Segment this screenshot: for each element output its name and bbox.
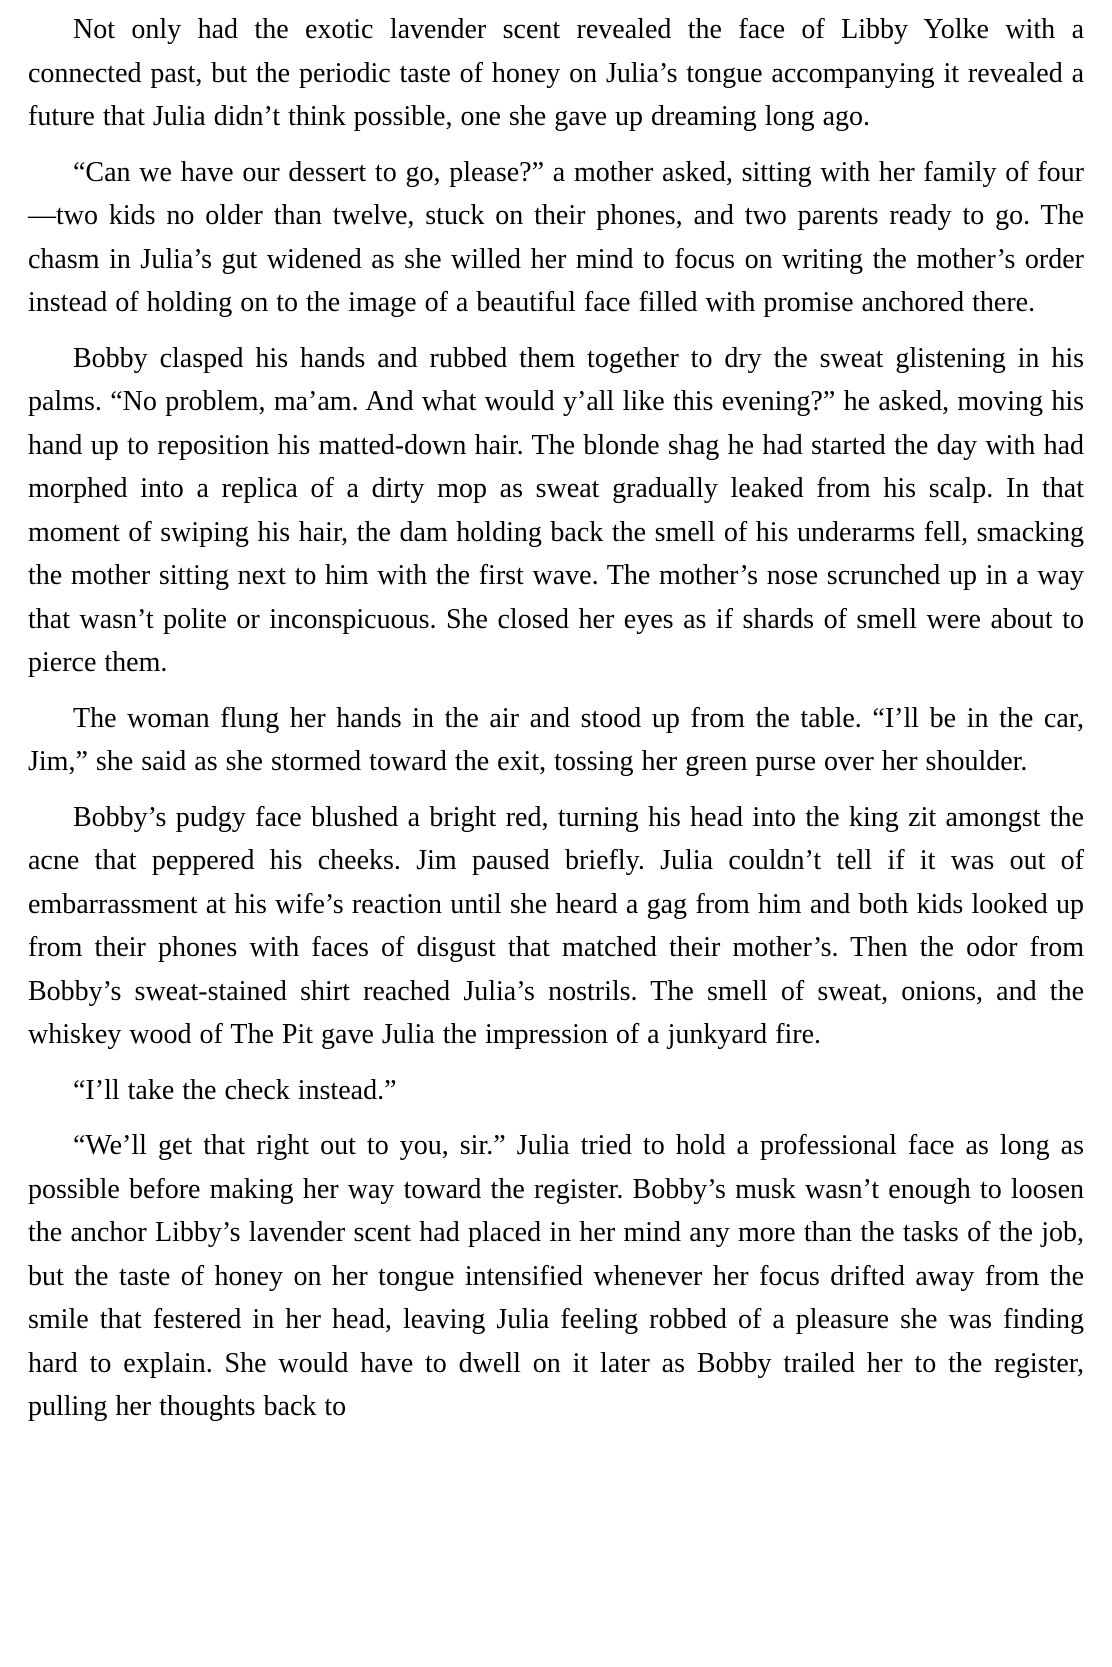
paragraph: Bobby clasped his hands and rubbed them together to dry the sweat glistening in his palms. “No problem, ma’am. And what would y’all like this evening?” he asked, moving his hand up to reposition his matted-down hair. The blonde shag he had started the day with had morphed into a replica of a dirty mop as sweat gradually leaked from his scalp. In that moment of swiping his hair, the dam holding back the smell of his underarms fell, smacking the mother sitting next to him with the first wave. The mother’s nose scrunched up in a way that wasn’t polite or inconspicuous. She closed her eyes as if shards of smell were about to pierce them. (28, 342, 1084, 678)
paragraph: Bobby’s pudgy face blushed a bright red, turning his head into the king zit amongst the acne that peppered his cheeks. Jim paused briefly. Julia couldn’t tell if it was out of embarrassment at his wife’s reaction until she heard a gag from him and both kids looked up from their phones with faces of disgust that matched their mother’s. Then the odor from Bobby’s sweat-stained shirt reached Julia’s nostrils. The smell of sweat, onions, and the whiskey wood of The Pit gave Julia the impression of a junkyard fire. (28, 801, 1084, 1050)
paragraph: “We’ll get that right out to you, sir.” Julia tried to hold a professional face as long as possible before making her way toward the register. Bobby’s musk wasn’t enough to loosen the anchor Libby’s lavender scent had placed in her mind any more than the tasks of the job, but the taste of honey on her tongue intensified whenever her focus drifted away from the smile that festered in her head, leaving Julia feeling robbed of a pleasure she was finding hard to explain. She would have to dwell on it later as Bobby trailed her to the register, pulling her thoughts back to (28, 1130, 1084, 1422)
paragraph: The woman flung her hands in the air and stood up from the table. “I’ll be in the car, Jim,” she said as she stormed toward the exit, tossing her green purse over her shoulder. (28, 702, 1084, 777)
paragraph: “I’ll take the check instead.” (73, 1074, 397, 1106)
paragraph: “Can we have our dessert to go, please?” a mother asked, sitting with her family of four—two kids no older than twelve, stuck on their phones, and two parents ready to go. The chasm in Julia’s gut widened as she willed her mind to focus on writing the mother’s order instead of holding on to the image of a beautiful face filled with promise anchored there. (28, 156, 1084, 318)
paragraph: Not only had the exotic lavender scent revealed the face of Libby Yolke with a connected past, but the periodic taste of honey on Julia’s tongue accompanying it revealed a future that Julia didn’t think possible, one she gave up dreaming long ago. (28, 14, 1084, 132)
